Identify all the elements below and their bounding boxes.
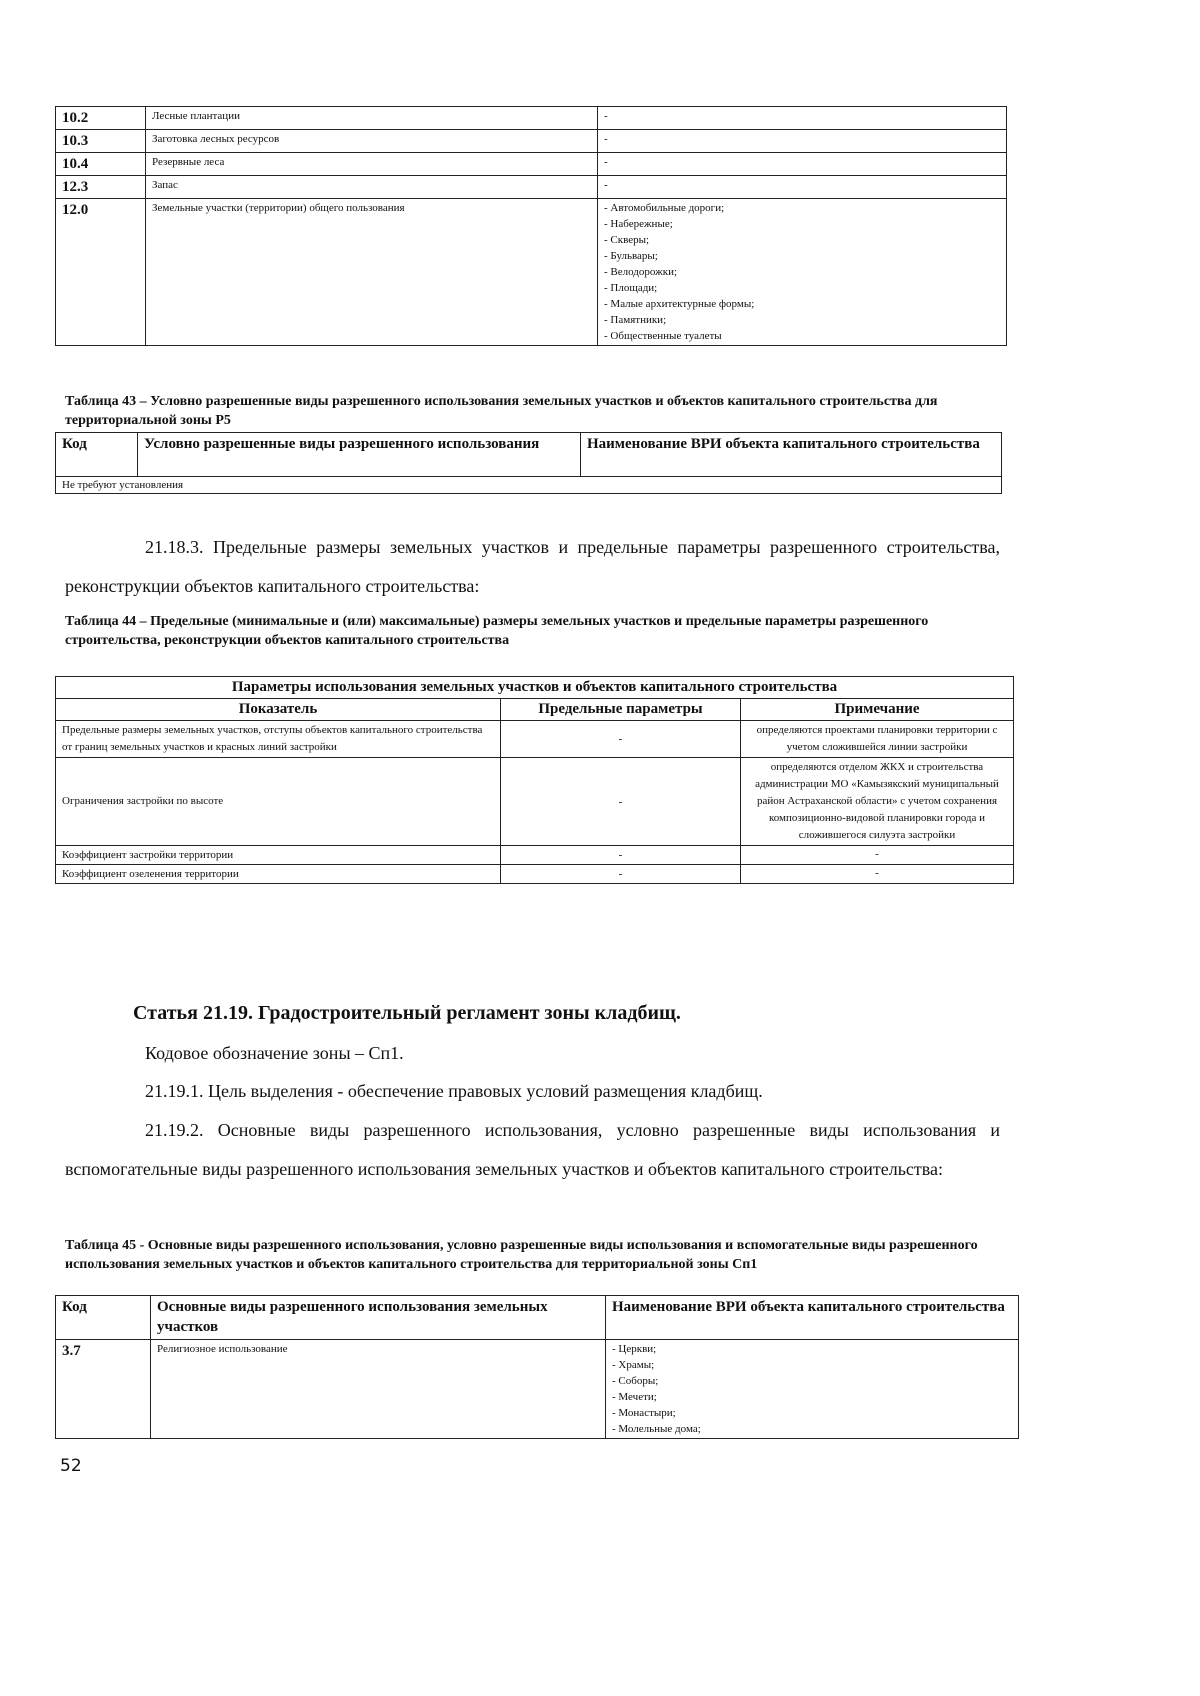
paragraph-21-19-1: 21.19.1. Цель выделения - обеспечение правовых условий размещения кладбищ.	[145, 1081, 763, 1101]
article-heading: Статья 21.19. Градостроительный регламент зоны кладбищ.	[133, 1002, 681, 1024]
object-cell	[598, 107, 1007, 130]
code-cell: 12.0	[56, 199, 146, 346]
object-item: -	[604, 156, 608, 168]
table44-title: Параметры использования земельных участков и объектов капитального строительства	[56, 677, 1014, 699]
object-cell	[598, 153, 1007, 176]
header-types: Условно разрешенные виды разрешенного использования	[138, 433, 581, 477]
object-item: - Церкви;	[612, 1343, 657, 1355]
limit-cell: -	[501, 721, 741, 758]
name-cell: Заготовка лесных ресурсов	[146, 130, 598, 153]
header-indicator: Показатель	[56, 699, 501, 721]
object-item: -	[604, 133, 608, 145]
table43-note: Не требуют установления	[56, 477, 1002, 494]
object-item: - Мечети;	[612, 1391, 657, 1403]
object-item: - Велодорожки;	[604, 266, 678, 278]
table-row	[56, 199, 1007, 346]
indicator-cell: Предельные размеры земельных участков, отступы объектов капитального строительства от границ земельных участков и красных линий застройки	[56, 721, 501, 758]
code-cell: 10.4	[56, 153, 146, 176]
object-item: - Молельные дома;	[612, 1423, 701, 1435]
object-item: - Скверы;	[604, 234, 650, 246]
indicator-cell: Коэффициент озеленения территории	[56, 865, 501, 884]
table45-caption: Таблица 45 - Основные виды разрешенного использования, условно разрешенные виды использования и вспомогательные виды разрешенного использования земельных участков и объектов капитального строительства для территориальной зоны Сп1	[65, 1238, 978, 1272]
object-item: - Набережные;	[604, 218, 673, 230]
paragraph-21-18-3: 21.18.3. Предельные размеры земельных участков и предельные параметры разрешенного строительства, реконструкции объектов капитального строительства:	[65, 537, 1000, 596]
object-item: - Автомобильные дороги;	[604, 202, 725, 214]
table-row	[56, 107, 1007, 130]
name-cell: Лесные плантации	[146, 107, 598, 130]
header-code: Код	[56, 1296, 151, 1340]
code-cell: 10.3	[56, 130, 146, 153]
indicator-cell: Коэффициент застройки территории	[56, 846, 501, 865]
object-cell	[598, 130, 1007, 153]
object-item: - Малые архитектурные формы;	[604, 298, 755, 310]
object-cell	[606, 1340, 1019, 1439]
object-item: - Площади;	[604, 282, 658, 294]
note-cell: определяются проектами планировки территории с учетом сложившейся линии застройки	[741, 721, 1014, 758]
header-object: Наименование ВРИ объекта капитального строительства	[581, 433, 1002, 477]
name-cell: Земельные участки (территории) общего пользования	[146, 199, 598, 346]
limit-cell: -	[501, 865, 741, 884]
table-row	[56, 176, 1007, 199]
note-cell: -	[741, 865, 1014, 884]
name-cell: Резервные леса	[146, 153, 598, 176]
code-cell: 10.2	[56, 107, 146, 130]
header-types: Основные виды разрешенного использования земельных участков	[151, 1296, 606, 1340]
code-cell: 12.3	[56, 176, 146, 199]
table-row	[56, 721, 1014, 758]
table43-caption: Таблица 43 – Условно разрешенные виды разрешенного использования земельных участков и объектов капитального строительства для территориальной зоны Р5	[65, 394, 938, 428]
indicator-cell: Ограничения застройки по высоте	[56, 758, 501, 846]
note-cell: определяются отделом ЖКХ и строительства администрации МО «Камызякский муниципальный район Астраханской области» с учетом сохранения композиционно-видовой планировки города и сложившегося силуэта застройки	[741, 758, 1014, 846]
object-cell	[598, 199, 1007, 346]
table-row	[56, 846, 1014, 865]
table-top	[55, 106, 1007, 346]
table44-caption: Таблица 44 – Предельные (минимальные и (или) максимальные) размеры земельных участков и предельные параметры разрешенного строительства, реконструкции объектов капитального строительства	[65, 614, 929, 648]
header-code: Код	[56, 433, 138, 477]
table-row	[56, 758, 1014, 846]
object-item: - Монастыри;	[612, 1407, 676, 1419]
header-object: Наименование ВРИ объекта капитального строительства	[606, 1296, 1019, 1340]
table-row	[56, 1340, 1019, 1439]
table-row	[56, 153, 1007, 176]
page-number: 52	[60, 1456, 82, 1476]
object-item: - Памятники;	[604, 314, 667, 326]
table-row	[56, 865, 1014, 884]
object-item: - Храмы;	[612, 1359, 655, 1371]
table45	[55, 1295, 1019, 1439]
table-row	[56, 130, 1007, 153]
header-limits: Предельные параметры	[501, 699, 741, 721]
object-item: -	[604, 179, 608, 191]
object-item: -	[604, 110, 608, 122]
note-cell: -	[741, 846, 1014, 865]
header-note: Примечание	[741, 699, 1014, 721]
limit-cell: -	[501, 846, 741, 865]
table43	[55, 432, 1002, 494]
object-item: - Соборы;	[612, 1375, 659, 1387]
object-item: - Общественные туалеты	[604, 330, 722, 342]
object-item: - Бульвары;	[604, 250, 658, 262]
table44	[55, 676, 1014, 884]
name-cell: Религиозное использование	[151, 1340, 606, 1439]
object-cell	[598, 176, 1007, 199]
limit-cell: -	[501, 758, 741, 846]
zone-code: Кодовое обозначение зоны – Сп1.	[145, 1043, 404, 1063]
code-cell: 3.7	[56, 1340, 151, 1439]
name-cell: Запас	[146, 176, 598, 199]
paragraph-21-19-2: 21.19.2. Основные виды разрешенного использования, условно разрешенные виды использования и вспомогательные виды разрешенного использования земельных участков и объектов капитального строительства:	[65, 1120, 1000, 1179]
